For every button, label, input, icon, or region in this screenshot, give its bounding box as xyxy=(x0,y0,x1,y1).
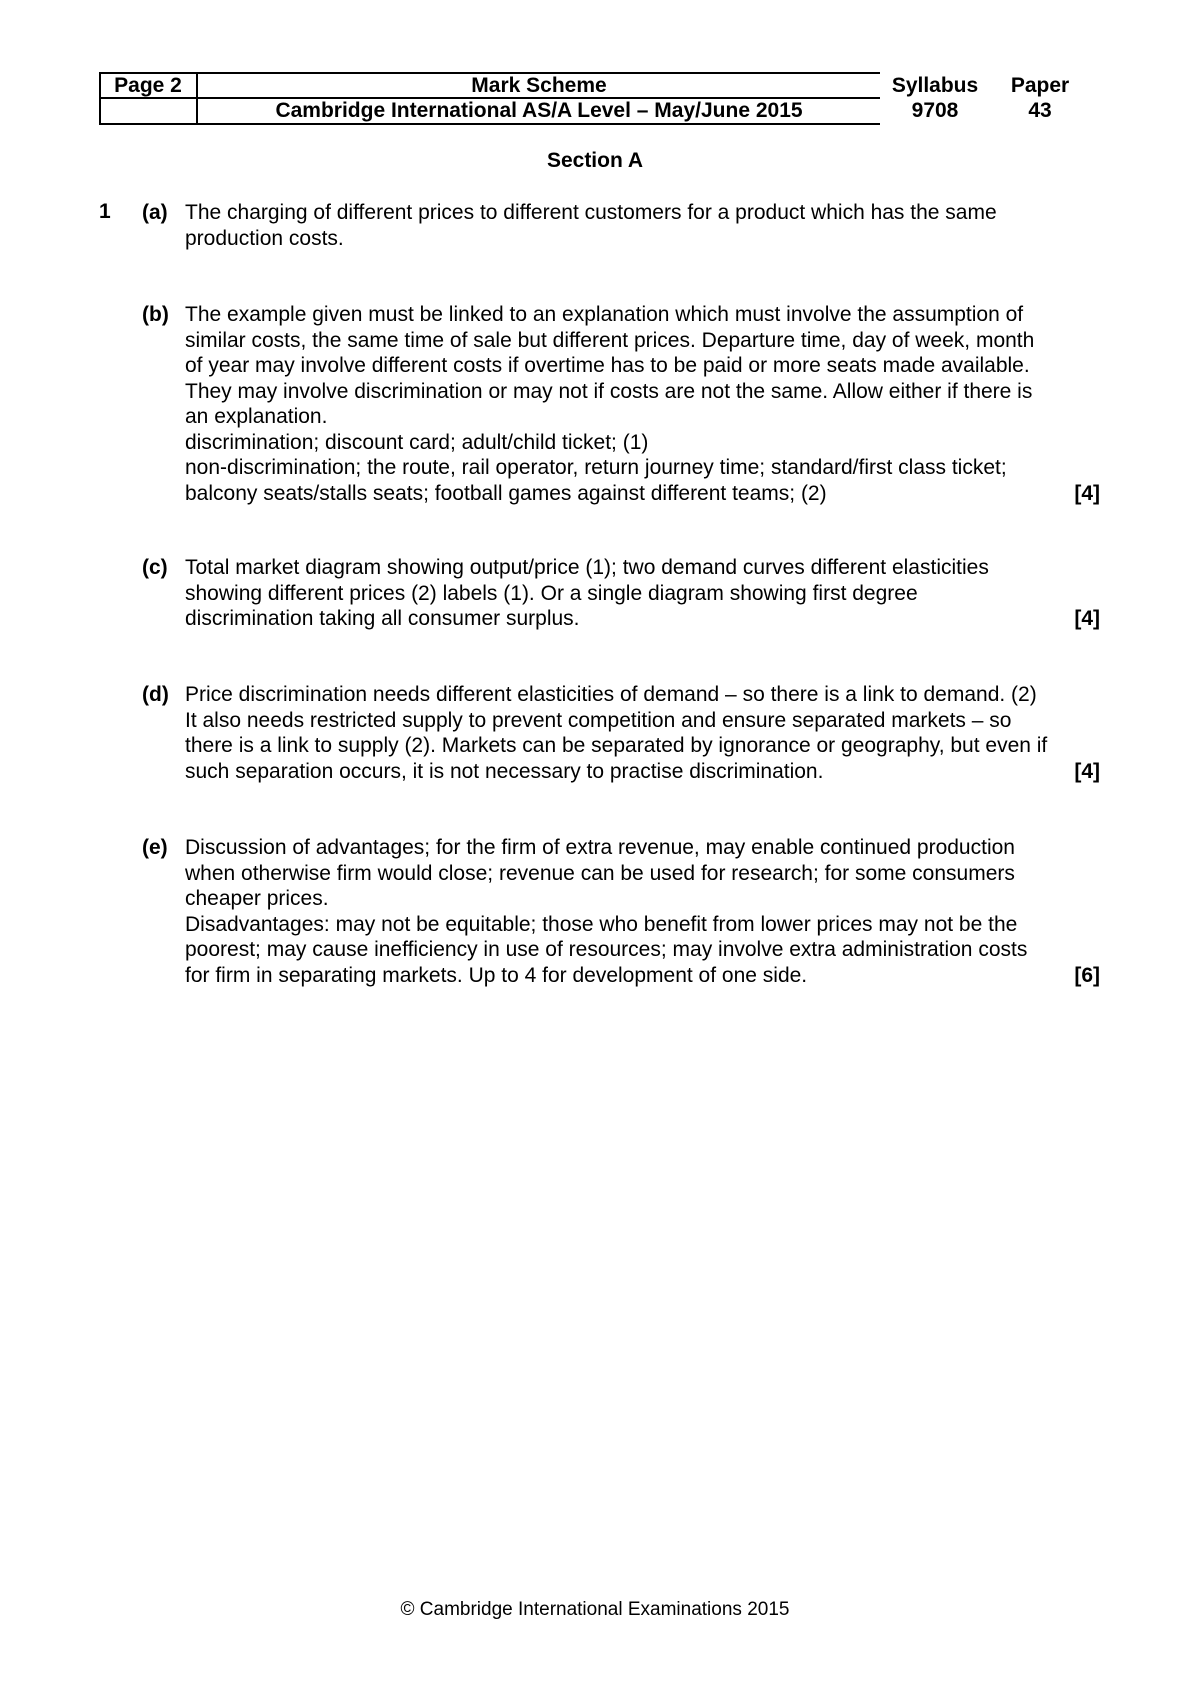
text-line: when otherwise firm would close; revenue can be used for research; for some consumers xyxy=(185,861,1015,885)
text-line: similar costs, the same time of sale but different prices. Departure time, day of week, month xyxy=(185,328,1035,352)
text-line: discrimination taking all consumer surplus. xyxy=(185,607,580,630)
part-e-label: (e) xyxy=(142,836,168,859)
part-b-label: (b) xyxy=(142,303,169,326)
mark-allocation: [4] xyxy=(1074,759,1100,783)
text-line: cheaper prices. xyxy=(185,887,329,910)
text-line: The example given must be linked to an explanation which must involve the assumption of xyxy=(185,303,1024,326)
text-line: such separation occurs, it is not necessary to practise discrimination. xyxy=(185,759,824,783)
text-line: The charging of different prices to different customers for a product which has the same xyxy=(185,201,997,224)
text-line: poorest; may cause inefficiency in use of resources; may involve extra administration costs xyxy=(185,938,1028,961)
mark-allocation: [6] xyxy=(1074,963,1100,987)
text-line: Total market diagram showing output/price (1); two demand curves different elasticities xyxy=(185,556,989,579)
text-line: Price discrimination needs different elasticities of demand – so there is a link to demand. (2) xyxy=(185,683,1037,706)
mark-allocation: [4] xyxy=(1074,607,1100,630)
page-number: Page 2 xyxy=(114,74,182,97)
syllabus-value: 9708 xyxy=(911,99,959,122)
text-line: Disadvantages: may not be equitable; those who benefit from lower prices may not be the xyxy=(185,912,1018,936)
text-line: non-discrimination; the route, rail operator, return journey time; standard/first class ticket; xyxy=(185,456,1007,479)
text-line: there is a link to supply (2). Markets can be separated by ignorance or geography, but even if xyxy=(185,734,1048,757)
header-title: Mark Scheme xyxy=(471,74,607,97)
text-line: showing different prices (2) labels (1). Or a single diagram showing first degree xyxy=(185,581,918,605)
text-line-with-mark xyxy=(185,481,1100,507)
text-line: an explanation. xyxy=(185,405,328,428)
text-line: of year may involve different costs if overtime has to be paid or more seats made available. xyxy=(185,354,1030,377)
section-title: Section A xyxy=(546,149,644,172)
part-a-text xyxy=(185,200,1100,251)
text-line: They may involve discrimination or may not if costs are not the same. Allow either if there is xyxy=(185,379,1033,403)
question-number: 1 xyxy=(99,200,111,223)
text-line-with-mark xyxy=(185,759,1100,785)
text-line-with-mark xyxy=(185,963,1100,989)
part-c-text xyxy=(185,555,1100,632)
part-e-text xyxy=(185,835,1100,988)
header-subtitle: Cambridge International AS/A Level – May/June 2015 xyxy=(275,99,803,122)
paper-value: 43 xyxy=(1028,99,1052,122)
part-d-label: (d) xyxy=(142,683,169,706)
paper-label: Paper xyxy=(1010,74,1070,97)
part-b-text xyxy=(185,302,1100,506)
part-c-label: (c) xyxy=(142,556,168,579)
text-line: balcony seats/stalls seats; football games against different teams; (2) xyxy=(185,481,827,505)
syllabus-label: Syllabus xyxy=(891,74,979,97)
text-line: production costs. xyxy=(185,226,344,250)
part-a-label: (a) xyxy=(142,201,168,224)
text-line: discrimination; discount card; adult/child ticket; (1) xyxy=(185,430,649,454)
text-line: Discussion of advantages; for the firm of extra revenue, may enable continued production xyxy=(185,836,1015,859)
text-line-with-mark xyxy=(185,606,1100,632)
text-line: It also needs restricted supply to prevent competition and ensure separated markets – so xyxy=(185,708,1012,732)
mark-allocation: [4] xyxy=(1074,481,1100,505)
part-d-text xyxy=(185,682,1100,784)
footer-copyright: © Cambridge International Examinations 2015 xyxy=(400,1599,790,1620)
text-line: for firm in separating markets. Up to 4 for development of one side. xyxy=(185,963,808,987)
